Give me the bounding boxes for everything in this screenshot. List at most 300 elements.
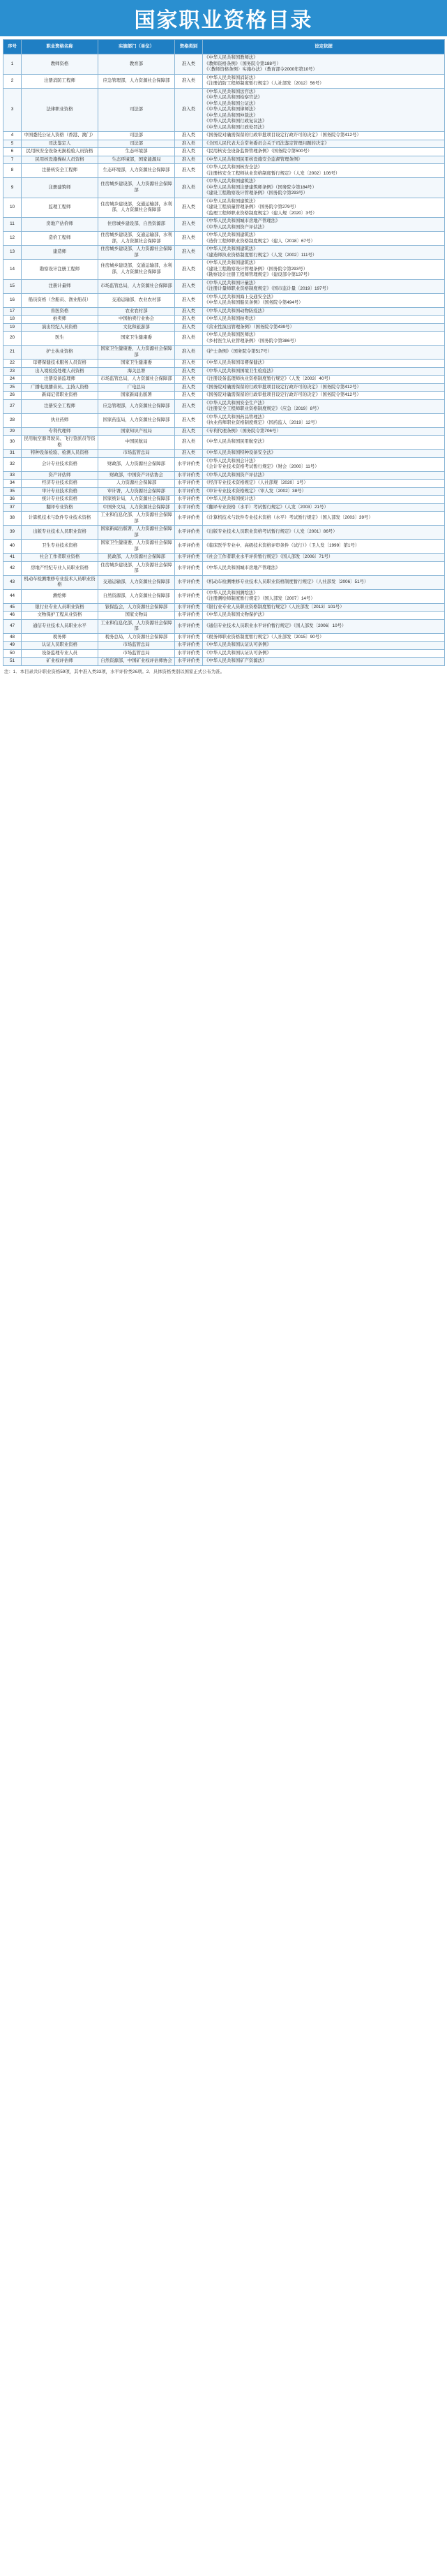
qualification-name: 社会工作者职业资格 bbox=[22, 554, 98, 562]
table-row bbox=[3, 496, 445, 504]
legal-basis bbox=[203, 575, 445, 589]
table-row bbox=[3, 589, 445, 603]
implementing-department: 中国民航局 bbox=[98, 436, 175, 450]
implementing-department: 交通运输部，人力资源社会保障部 bbox=[98, 575, 175, 589]
row-number: 37 bbox=[3, 503, 22, 512]
legal-basis bbox=[203, 383, 445, 392]
implementing-department: 银保监会，人力资源社会保障部 bbox=[98, 603, 175, 612]
legal-basis-item: 《中华人民共和国国境卫生检疫法》 bbox=[204, 368, 276, 373]
table-row bbox=[3, 148, 445, 156]
qualification-type: 准入类 bbox=[175, 88, 203, 132]
qualification-name: 广播电视播音员、主持人资格 bbox=[22, 383, 98, 392]
qualification-type: 水平评价类 bbox=[175, 471, 203, 480]
row-number: 9 bbox=[3, 178, 22, 198]
legal-basis bbox=[203, 561, 445, 575]
row-number: 6 bbox=[3, 148, 22, 156]
legal-basis-item: 《中华人民共和国资产评估法》 bbox=[204, 224, 267, 230]
legal-basis-item: 《注册计量师职业资格制度规定》（国市监计量〔2019〕197号） bbox=[204, 286, 331, 291]
qualification-type: 准入类 bbox=[175, 376, 203, 384]
implementing-department: 中国外文局，人力资源社会保障部 bbox=[98, 503, 175, 512]
legal-basis-item: 《勘察设计注册工程师管理规定》（建设部令第137号） bbox=[204, 272, 312, 277]
legal-basis bbox=[203, 164, 445, 178]
qualification-name: 税务师 bbox=[22, 633, 98, 642]
row-number: 11 bbox=[3, 218, 22, 232]
qualification-name: 测绘师 bbox=[22, 589, 98, 603]
qualification-type: 准入类 bbox=[175, 246, 203, 260]
legal-basis bbox=[203, 232, 445, 246]
implementing-department: 国家卫生健康委 bbox=[98, 332, 175, 346]
row-number: 48 bbox=[3, 633, 22, 642]
row-number: 47 bbox=[3, 619, 22, 633]
qualification-name: 建造师 bbox=[22, 246, 98, 260]
table-row bbox=[3, 164, 445, 178]
legal-basis-item: 《审计专业技术资格规定》（审人发〔2002〕38号） bbox=[204, 488, 306, 494]
table-row bbox=[3, 178, 445, 198]
legal-basis bbox=[203, 346, 445, 360]
legal-basis bbox=[203, 427, 445, 436]
row-number: 40 bbox=[3, 540, 22, 554]
qualification-type: 准入类 bbox=[175, 413, 203, 427]
implementing-department: 市场监管总局 bbox=[98, 642, 175, 650]
implementing-department: 人力资源社会保障部 bbox=[98, 480, 175, 488]
implementing-department: 住房城乡建设部，人力资源社会保障部 bbox=[98, 178, 175, 198]
row-number: 20 bbox=[3, 332, 22, 346]
qualification-type: 准入类 bbox=[175, 198, 203, 218]
qualification-name: 司法鉴定人 bbox=[22, 140, 98, 148]
table-row bbox=[3, 612, 445, 620]
legal-basis bbox=[203, 399, 445, 413]
legal-basis-item: 《注册核安全工程师执业资格制度暂行规定》（人发〔2002〕106号） bbox=[204, 170, 340, 176]
implementing-department: 自然资源部，人力资源社会保障部 bbox=[98, 589, 175, 603]
implementing-department: 中国拍卖行业协会 bbox=[98, 316, 175, 324]
qualification-type: 水平评价类 bbox=[175, 575, 203, 589]
qualification-type: 水平评价类 bbox=[175, 480, 203, 488]
legal-basis bbox=[203, 496, 445, 504]
table-row bbox=[3, 619, 445, 633]
legal-basis-item: 《中华人民共和国会计法》 bbox=[204, 458, 258, 464]
table-row bbox=[3, 74, 445, 88]
row-number: 24 bbox=[3, 376, 22, 384]
legal-basis-item: 《中华人民共和国教师法》 bbox=[204, 55, 258, 60]
row-number: 3 bbox=[3, 88, 22, 132]
qualification-table bbox=[3, 39, 445, 666]
legal-basis-item: 《社会工作者职业水平评价暂行规定》（国人部发〔2006〕71号） bbox=[204, 554, 333, 559]
legal-basis bbox=[203, 649, 445, 658]
implementing-department: 国家新闻出版署 bbox=[98, 392, 175, 400]
implementing-department: 市场监管总局，人力资源社会保障部 bbox=[98, 376, 175, 384]
legal-basis-item: 《中华人民共和国公证法》 bbox=[204, 101, 258, 106]
legal-basis-item: 《临床医学专业中、高级技术资格评审条件（试行）》（卫人发〔1999〕第1号） bbox=[204, 543, 360, 549]
qualification-name: 注册建筑师 bbox=[22, 178, 98, 198]
qualification-type: 准入类 bbox=[175, 74, 203, 88]
implementing-department: 民政部，人力资源社会保障部 bbox=[98, 554, 175, 562]
qualification-name: 民用核安全设备无损检验人员资格 bbox=[22, 148, 98, 156]
legal-basis-item: 《监理工程师职业资格制度规定》（建人规〔2020〕3号） bbox=[204, 210, 317, 216]
qualification-name: 拍卖师 bbox=[22, 316, 98, 324]
implementing-department: 海关总署 bbox=[98, 367, 175, 376]
row-number: 22 bbox=[3, 360, 22, 368]
implementing-department: 国家新闻出版署，人力资源社会保障部 bbox=[98, 526, 175, 540]
qualification-name: 执业药师 bbox=[22, 413, 98, 427]
legal-basis-item: 《护士条例》（国务院令第517号） bbox=[204, 349, 272, 355]
qualification-name: 特种设备检验、检测人员资格 bbox=[22, 450, 98, 458]
legal-basis-item: 《造价工程师职业资格制度规定》（建人〔2018〕67号） bbox=[204, 238, 315, 244]
legal-basis-item: 《注册设备监理师执业资格制度暂行规定》（人发〔2003〕40号） bbox=[204, 376, 333, 381]
legal-basis-item: 《中华人民共和国计量法》 bbox=[204, 280, 258, 286]
implementing-department: 国家文物局 bbox=[98, 612, 175, 620]
qualification-type: 水平评价类 bbox=[175, 512, 203, 526]
legal-basis bbox=[203, 633, 445, 642]
qualification-type: 准入类 bbox=[175, 316, 203, 324]
table-row bbox=[3, 471, 445, 480]
qualification-type: 水平评价类 bbox=[175, 649, 203, 658]
legal-basis bbox=[203, 603, 445, 612]
legal-basis bbox=[203, 487, 445, 496]
legal-basis-item: 《〈教师资格条例〉实施办法》（教育部令2000年第10号） bbox=[204, 67, 317, 72]
qualification-type: 水平评价类 bbox=[175, 633, 203, 642]
implementing-department: 住房城乡建设部，交通运输部，水利部，人力资源社会保障部 bbox=[98, 260, 175, 280]
qualification-type: 准入类 bbox=[175, 54, 203, 75]
implementing-department: 文化和旅游部 bbox=[98, 323, 175, 332]
legal-basis-item: 《中华人民共和国城市房地产管理法》 bbox=[204, 219, 280, 223]
column-header-no: 序号 bbox=[3, 40, 22, 54]
table-row bbox=[3, 132, 445, 140]
implementing-department: 税务总局，人力资源社会保障部 bbox=[98, 633, 175, 642]
legal-basis bbox=[203, 198, 445, 218]
legal-basis-item: 《注册测绘师制度暂行规定》（国人部发〔2007〕14号） bbox=[204, 596, 315, 601]
legal-basis-item: 《中华人民共和国法官法》 bbox=[204, 89, 258, 94]
qualification-name: 翻译专业资格 bbox=[22, 503, 98, 512]
table-row bbox=[3, 367, 445, 376]
table-row bbox=[3, 156, 445, 164]
qualification-name: 房地产经纪专业人员职业资格 bbox=[22, 561, 98, 575]
implementing-department: 国家卫生健康委 bbox=[98, 360, 175, 368]
table-row bbox=[3, 307, 445, 316]
legal-basis-item: 《中华人民共和国建筑法》 bbox=[204, 179, 258, 184]
qualification-type: 水平评价类 bbox=[175, 642, 203, 650]
table-row bbox=[3, 554, 445, 562]
row-number: 42 bbox=[3, 561, 22, 575]
legal-basis bbox=[203, 260, 445, 280]
qualification-name: 银行业专业人员职业资格 bbox=[22, 603, 98, 612]
implementing-department: 交通运输部，农业农村部 bbox=[98, 293, 175, 307]
row-number: 12 bbox=[3, 232, 22, 246]
table-row bbox=[3, 198, 445, 218]
qualification-type: 准入类 bbox=[175, 140, 203, 148]
qualification-name: 文物保护工程从业资格 bbox=[22, 612, 98, 620]
legal-basis-item: 《中华人民共和国安全生产法》 bbox=[204, 400, 267, 406]
row-number: 14 bbox=[3, 260, 22, 280]
qualification-type: 水平评价类 bbox=[175, 526, 203, 540]
qualification-name: 通信专业技术人员职业水平 bbox=[22, 619, 98, 633]
row-number: 13 bbox=[3, 246, 22, 260]
qualification-name: 经济专业技术资格 bbox=[22, 480, 98, 488]
table-row bbox=[3, 346, 445, 360]
qualification-type: 水平评价类 bbox=[175, 589, 203, 603]
table-row bbox=[3, 633, 445, 642]
qualification-type: 准入类 bbox=[175, 346, 203, 360]
legal-basis bbox=[203, 471, 445, 480]
legal-basis-item: 《中华人民共和国行政复议法》 bbox=[204, 119, 267, 124]
legal-basis bbox=[203, 658, 445, 666]
implementing-department: 国家药监局，人力资源社会保障部 bbox=[98, 413, 175, 427]
qualification-type: 准入类 bbox=[175, 436, 203, 450]
legal-basis-item: 《中华人民共和国认证认可条例》 bbox=[204, 650, 271, 656]
legal-basis-item: 《会计专业技术资格考试暂行规定》（财会〔2000〕11号） bbox=[204, 464, 319, 469]
table-row bbox=[3, 503, 445, 512]
table-row bbox=[3, 360, 445, 368]
table-row bbox=[3, 658, 445, 666]
legal-basis-item: 《中华人民共和国认证认可条例》 bbox=[204, 642, 271, 647]
legal-basis-item: 《专利代理条例》（国务院令第706号） bbox=[204, 428, 281, 434]
qualification-name: 统计专业技术资格 bbox=[22, 496, 98, 504]
legal-basis-item: 《中华人民共和国母婴保健法》 bbox=[204, 360, 267, 365]
legal-basis-item: 《建设工程质量管理条例》（国务院令第279号） bbox=[204, 205, 299, 209]
qualification-name: 专利代理师 bbox=[22, 427, 98, 436]
title-banner bbox=[0, 0, 447, 36]
table-row bbox=[3, 332, 445, 346]
legal-basis bbox=[203, 316, 445, 324]
implementing-department: 市场监管总局 bbox=[98, 450, 175, 458]
qualification-name: 注册核安全工程师 bbox=[22, 164, 98, 178]
implementing-department: 司法部 bbox=[98, 140, 175, 148]
table-row bbox=[3, 540, 445, 554]
legal-basis-item: 《建设工程勘察设计管理条例》（国务院令第293号） bbox=[204, 191, 308, 195]
column-header-name: 职业资格名称 bbox=[22, 40, 98, 54]
row-number: 23 bbox=[3, 367, 22, 376]
implementing-department: 生态环境部，国家能源局 bbox=[98, 156, 175, 164]
row-number: 25 bbox=[3, 383, 22, 392]
qualification-name: 注册安全工程师 bbox=[22, 399, 98, 413]
row-number: 51 bbox=[3, 658, 22, 666]
legal-basis bbox=[203, 178, 445, 198]
legal-basis-item: 《中华人民共和国药品管理法》 bbox=[204, 414, 267, 420]
legal-basis bbox=[203, 392, 445, 400]
implementing-department: 工业和信息化部，人力资源社会保障部 bbox=[98, 512, 175, 526]
table-row bbox=[3, 54, 445, 75]
row-number: 39 bbox=[3, 526, 22, 540]
qualification-name: 演出经纪人员资格 bbox=[22, 323, 98, 332]
legal-basis bbox=[203, 148, 445, 156]
row-number: 1 bbox=[3, 54, 22, 75]
qualification-name: 护士执业资格 bbox=[22, 346, 98, 360]
qualification-name: 出版专业技术人员职业资格 bbox=[22, 526, 98, 540]
footnote: 注：1．本目录共计职业资格59项，其中准入类33项，水平评价类26项。2．具体资格类别以国家正式公布为准。 bbox=[4, 669, 225, 674]
legal-basis-item: 《建造师执业资格制度暂行规定》（人发〔2002〕111号） bbox=[204, 252, 317, 258]
legal-basis-item: 《中华人民共和国消防法》 bbox=[204, 75, 258, 80]
table-row bbox=[3, 427, 445, 436]
legal-basis-item: 《国务院对确需保留的行政审批项目设定行政许可的决定》（国务院令第412号） bbox=[204, 392, 361, 397]
qualification-type: 准入类 bbox=[175, 383, 203, 392]
legal-basis-item: 《乡村医生从业管理条例》（国务院令第386号） bbox=[204, 338, 299, 343]
table-row bbox=[3, 88, 445, 132]
qualification-name: 勘察设计注册工程师 bbox=[22, 260, 98, 280]
table-row bbox=[3, 232, 445, 246]
legal-basis bbox=[203, 526, 445, 540]
legal-basis-item: 《经济专业技术资格规定》（人社部规〔2020〕1号） bbox=[204, 480, 308, 485]
qualification-name: 资产评估师 bbox=[22, 471, 98, 480]
table-row bbox=[3, 450, 445, 458]
qualification-name: 监理工程师 bbox=[22, 198, 98, 218]
legal-basis-item: 《执业药师职业资格制度规定》（国药监人〔2019〕12号） bbox=[204, 420, 320, 425]
legal-basis bbox=[203, 642, 445, 650]
legal-basis bbox=[203, 140, 445, 148]
legal-basis-item: 《银行业专业人员职业资格制度暂行规定》（人社部发〔2013〕101号） bbox=[204, 604, 344, 609]
qualification-type: 水平评价类 bbox=[175, 457, 203, 471]
qualification-name: 新闻记者职业资格 bbox=[22, 392, 98, 400]
legal-basis-item: 《出版专业技术人员职业资格考试暂行规定》（人发〔2001〕86号） bbox=[204, 529, 338, 535]
row-number: 16 bbox=[3, 293, 22, 307]
row-number: 29 bbox=[3, 427, 22, 436]
legal-basis-item: 《中华人民共和国船员条例》（国务院令第494号） bbox=[204, 300, 303, 305]
page-title: 国家职业资格目录 bbox=[134, 8, 313, 33]
legal-basis-item: 《注册消防工程师制度暂行规定》（人社部发〔2012〕56号） bbox=[204, 81, 324, 86]
qualification-type: 准入类 bbox=[175, 156, 203, 164]
legal-basis bbox=[203, 367, 445, 376]
legal-basis bbox=[203, 619, 445, 633]
qualification-name: 医生 bbox=[22, 332, 98, 346]
legal-basis bbox=[203, 279, 445, 293]
qualification-type: 准入类 bbox=[175, 450, 203, 458]
qualification-name: 注册计量师 bbox=[22, 279, 98, 293]
legal-basis-item: 《民用核安全设备监督管理条例》（国务院令第500号） bbox=[204, 149, 312, 154]
table-row bbox=[3, 376, 445, 384]
qualification-name: 会计专业技术资格 bbox=[22, 457, 98, 471]
qualification-name: 出入境检疫处理人员资格 bbox=[22, 367, 98, 376]
column-header-basis: 设定依据 bbox=[203, 40, 445, 54]
legal-basis bbox=[203, 156, 445, 164]
qualification-type: 水平评价类 bbox=[175, 554, 203, 562]
legal-basis bbox=[203, 360, 445, 368]
row-number: 8 bbox=[3, 164, 22, 178]
qualification-name: 造价工程师 bbox=[22, 232, 98, 246]
qualification-type: 准入类 bbox=[175, 279, 203, 293]
qualification-type: 准入类 bbox=[175, 392, 203, 400]
row-number: 35 bbox=[3, 487, 22, 496]
qualification-type: 水平评价类 bbox=[175, 561, 203, 575]
implementing-department: 教育部 bbox=[98, 54, 175, 75]
implementing-department: 市场监管总局 bbox=[98, 649, 175, 658]
row-number: 28 bbox=[3, 413, 22, 427]
legal-basis-item: 《中华人民共和国仲裁法》 bbox=[204, 112, 258, 118]
qualification-name: 设备监理专业人员 bbox=[22, 649, 98, 658]
legal-basis-item: 《翻译专业资格（水平）考试暂行规定》（人发〔2003〕21号） bbox=[204, 504, 328, 510]
implementing-department: 住房城乡建设部，交通运输部，水利部，人力资源社会保障部 bbox=[98, 198, 175, 218]
row-number: 27 bbox=[3, 399, 22, 413]
row-number: 45 bbox=[3, 603, 22, 612]
implementing-department: 应急管理部，人力资源社会保障部 bbox=[98, 399, 175, 413]
row-number: 43 bbox=[3, 575, 22, 589]
legal-basis bbox=[203, 293, 445, 307]
row-number: 4 bbox=[3, 132, 22, 140]
qualification-type: 水平评价类 bbox=[175, 487, 203, 496]
legal-basis-item: 《中华人民共和国拍卖法》 bbox=[204, 316, 258, 321]
implementing-department: 应急管理部，人力资源社会保障部 bbox=[98, 74, 175, 88]
table-row bbox=[3, 246, 445, 260]
implementing-department: 国家卫生健康委，人力资源社会保障部 bbox=[98, 540, 175, 554]
row-number: 46 bbox=[3, 612, 22, 620]
row-number: 50 bbox=[3, 649, 22, 658]
implementing-department: 住房城乡建设部，人力资源社会保障部 bbox=[98, 246, 175, 260]
legal-basis bbox=[203, 376, 445, 384]
row-number: 5 bbox=[3, 140, 22, 148]
row-number: 31 bbox=[3, 450, 22, 458]
implementing-department: 国家卫生健康委，人力资源社会保障部 bbox=[98, 346, 175, 360]
table-row bbox=[3, 279, 445, 293]
legal-basis bbox=[203, 88, 445, 132]
legal-basis bbox=[203, 323, 445, 332]
legal-basis-item: 《注册安全工程师职业资格制度规定》（应急〔2019〕8号） bbox=[204, 406, 321, 411]
qualification-name: 计算机技术与软件专业技术资格 bbox=[22, 512, 98, 526]
table-row bbox=[3, 603, 445, 612]
row-number: 34 bbox=[3, 480, 22, 488]
qualification-type: 水平评价类 bbox=[175, 612, 203, 620]
qualification-name: 船员资格（含船员、渔业船员） bbox=[22, 293, 98, 307]
legal-basis bbox=[203, 589, 445, 603]
legal-basis bbox=[203, 436, 445, 450]
legal-basis-item: 《中华人民共和国建筑法》 bbox=[204, 260, 258, 265]
table-row bbox=[3, 526, 445, 540]
header-row bbox=[3, 40, 445, 54]
qualification-name: 认证人员职业资格 bbox=[22, 642, 98, 650]
qualification-type: 准入类 bbox=[175, 218, 203, 232]
legal-basis-item: 《中华人民共和国建筑法》 bbox=[204, 198, 258, 204]
legal-basis-item: 《税务师职业资格制度暂行规定》（人社部发〔2015〕90号） bbox=[204, 634, 324, 639]
legal-basis bbox=[203, 246, 445, 260]
legal-basis bbox=[203, 554, 445, 562]
qualification-type: 准入类 bbox=[175, 367, 203, 376]
qualification-type: 水平评价类 bbox=[175, 496, 203, 504]
table-header bbox=[3, 40, 445, 54]
implementing-department: 生态环境部，人力资源社会保障部 bbox=[98, 164, 175, 178]
qualification-type: 准入类 bbox=[175, 164, 203, 178]
legal-basis bbox=[203, 512, 445, 526]
table-row bbox=[3, 316, 445, 324]
legal-basis-item: 《中华人民共和国矿产资源法》 bbox=[204, 658, 267, 663]
legal-basis-item: 《中华人民共和国核安全法》 bbox=[204, 165, 263, 170]
legal-basis-item: 《中华人民共和国民用核设施安全监督管理条例》 bbox=[204, 156, 303, 162]
legal-basis-item: 《中华人民共和国城市房地产管理法》 bbox=[204, 565, 280, 570]
table-row bbox=[3, 436, 445, 450]
column-header-dept: 实施部门（单位） bbox=[98, 40, 175, 54]
legal-basis-item: 《中华人民共和国统计法》 bbox=[204, 496, 258, 501]
qualification-name: 注册设备监理师 bbox=[22, 376, 98, 384]
qualification-name: 卫生专业技术资格 bbox=[22, 540, 98, 554]
qualification-type: 准入类 bbox=[175, 332, 203, 346]
table-row bbox=[3, 642, 445, 650]
qualification-type: 准入类 bbox=[175, 307, 203, 316]
row-number: 32 bbox=[3, 457, 22, 471]
implementing-department: 农业农村部 bbox=[98, 307, 175, 316]
table-row bbox=[3, 260, 445, 280]
legal-basis bbox=[203, 307, 445, 316]
implementing-department: 生态环境部 bbox=[98, 148, 175, 156]
implementing-department: 财政部，中国资产评估协会 bbox=[98, 471, 175, 480]
row-number: 41 bbox=[3, 554, 22, 562]
table-row bbox=[3, 218, 445, 232]
legal-basis-item: 《中华人民共和国测绘法》 bbox=[204, 590, 258, 595]
qualification-name: 矿业权评估师 bbox=[22, 658, 98, 666]
legal-basis-item: 《中华人民共和国建筑法》 bbox=[204, 246, 258, 251]
legal-basis-item: 《中华人民共和国海上交通安全法》 bbox=[204, 294, 276, 299]
legal-basis-item: 《中华人民共和国医师法》 bbox=[204, 332, 258, 337]
table-row bbox=[3, 575, 445, 589]
legal-basis-item: 《中华人民共和国特种设备安全法》 bbox=[204, 450, 276, 455]
row-number: 17 bbox=[3, 307, 22, 316]
table-row bbox=[3, 487, 445, 496]
legal-basis-item: 《国务院对确需保留的行政审批项目设定行政许可的决定》（国务院令第412号） bbox=[204, 384, 361, 390]
qualification-name: 兽医资格 bbox=[22, 307, 98, 316]
